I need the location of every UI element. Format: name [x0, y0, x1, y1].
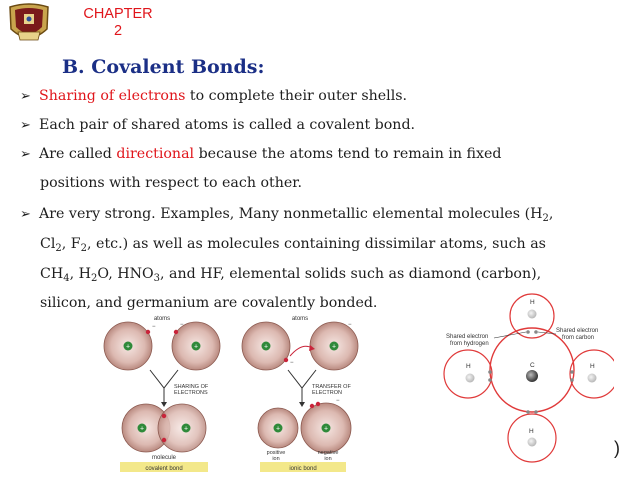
subscript: 2 — [55, 243, 62, 254]
bullet-1-highlight: Sharing of electrons — [39, 88, 186, 104]
electron — [310, 404, 314, 408]
shared-electron — [534, 410, 538, 414]
bullet-4-text: , — [548, 206, 554, 222]
chapter-label — [78, 6, 158, 40]
hydrogen-label-right: H — [590, 363, 595, 370]
bullet-3-line-2: positions with respect to each other. — [40, 175, 302, 191]
plus-sign: + — [139, 425, 145, 433]
minus-sign: − — [336, 398, 340, 404]
carbon-label: C — [530, 362, 535, 369]
bullet-1-text: to complete their outer shells. — [185, 88, 408, 104]
shared-electron — [526, 330, 530, 334]
hydrogen-nucleus — [466, 374, 475, 383]
arrowhead-bullet-icon: ➢ — [20, 207, 31, 222]
arrowhead-icon — [161, 402, 167, 407]
arrowhead-bullet-icon: ➢ — [20, 147, 31, 162]
plus-sign: + — [275, 425, 281, 433]
positive-ion-label-line-2: ion — [272, 456, 280, 462]
university-crest-icon — [4, 2, 54, 46]
positive-ion-label-line-1: positive — [266, 450, 286, 456]
minus-sign: − — [348, 322, 352, 328]
plus-sign: + — [183, 425, 189, 433]
hydrogen-label-top: H — [530, 299, 535, 306]
covalent-caption: covalent bond — [145, 466, 183, 472]
chapter-number: 2 — [113, 23, 123, 39]
hydrogen-label-bottom: H — [529, 428, 534, 435]
bullet-3-highlight: directional — [116, 146, 195, 162]
shared-electron — [570, 370, 574, 374]
hydrogen-nucleus — [528, 310, 537, 319]
bullet-1 — [20, 82, 407, 112]
subscript: 2 — [542, 213, 549, 224]
sharing-label-line-2: ELECTRONS — [174, 390, 208, 396]
hydrogen-nucleus — [588, 374, 597, 383]
subscript: 2 — [91, 273, 98, 284]
bullet-4-line-2 — [40, 230, 546, 259]
subscript: 4 — [63, 273, 70, 284]
shared-carbon-label-line-2: from carbon — [562, 335, 595, 341]
formula-text: O, HNO — [97, 266, 154, 282]
bullet-3 — [20, 140, 501, 170]
arrowhead-bullet-icon: ➢ — [20, 89, 31, 104]
formula-text: , H — [69, 266, 92, 282]
minus-sign: − — [152, 324, 156, 330]
body-text: , etc.) as well as molecules containing dissimilar atoms, such as — [87, 236, 546, 252]
section-heading: B. Covalent Bonds: — [62, 56, 265, 78]
transfer-arrow — [290, 346, 312, 356]
shared-hydrogen-label-line-2: from hydrogen — [450, 341, 489, 347]
bullet-4-text: Are very strong. Examples, Many nonmetallic elemental molecules (H — [39, 206, 543, 222]
page-mark: ) — [614, 438, 620, 458]
electron — [146, 330, 150, 334]
shared-hydrogen-label-line-1: Shared electron — [446, 334, 489, 340]
formula-text: Cl — [40, 236, 56, 252]
bullet-4-line-3 — [40, 260, 541, 289]
molecule-label: molecule — [151, 455, 177, 461]
sharing-label-line-1: SHARING OF — [174, 384, 209, 390]
ionic-caption: ionic bond — [289, 466, 317, 472]
negative-ion-label-line-1: negative — [317, 450, 339, 456]
bullet-3-pre: Are called — [39, 146, 117, 162]
left-atoms-label: atoms — [153, 316, 171, 322]
arrowhead-icon — [299, 402, 305, 407]
hydrogen-nucleus — [528, 438, 537, 447]
body-text: , and HF, elemental solids such as diamond (carbon), — [160, 266, 542, 282]
bullet-2-text: Each pair of shared atoms is called a covalent bond. — [39, 117, 416, 133]
shared-electron — [526, 410, 530, 414]
right-atoms-label: atoms — [291, 316, 309, 322]
arrowhead-bullet-icon: ➢ — [20, 118, 31, 133]
shared-electron — [488, 378, 492, 382]
electron — [316, 402, 320, 406]
shared-electron — [162, 438, 166, 442]
plus-sign: + — [263, 343, 269, 351]
shared-electron — [162, 414, 166, 418]
chapter-word: CHAPTER — [83, 6, 153, 22]
bullet-4 — [20, 200, 553, 230]
bond-comparison-figure — [100, 312, 372, 476]
shared-electron — [488, 370, 492, 374]
formula-text: , F — [61, 236, 81, 252]
negative-ion-label-line-2: ion — [324, 456, 332, 462]
plus-sign: + — [125, 343, 131, 351]
bullet-2 — [20, 111, 415, 141]
bullet-3-post: because the atoms tend to remain in fixed — [194, 146, 502, 162]
electron — [284, 358, 288, 362]
plus-sign: + — [193, 343, 199, 351]
plus-sign: + — [331, 343, 337, 351]
transfer-label-line-1: TRANSFER OF — [312, 384, 351, 390]
formula-text: CH — [40, 266, 64, 282]
subscript: 2 — [80, 243, 88, 254]
minus-sign: − — [180, 322, 184, 328]
methane-bond-figure — [432, 292, 614, 472]
shared-electron — [534, 330, 538, 334]
carbon-nucleus — [526, 370, 538, 382]
shared-carbon-label-line-1: Shared electron — [556, 328, 599, 334]
electron — [174, 330, 178, 334]
minus-sign: − — [290, 360, 294, 366]
transfer-label-line-2: ELECTRON — [312, 390, 342, 396]
shared-electron — [570, 378, 574, 382]
bullet-4-line-4: silicon, and germanium are covalently bonded. — [40, 295, 378, 311]
subscript: 3 — [153, 273, 161, 284]
plus-sign: + — [323, 425, 329, 433]
hydrogen-label-left: H — [466, 363, 471, 370]
